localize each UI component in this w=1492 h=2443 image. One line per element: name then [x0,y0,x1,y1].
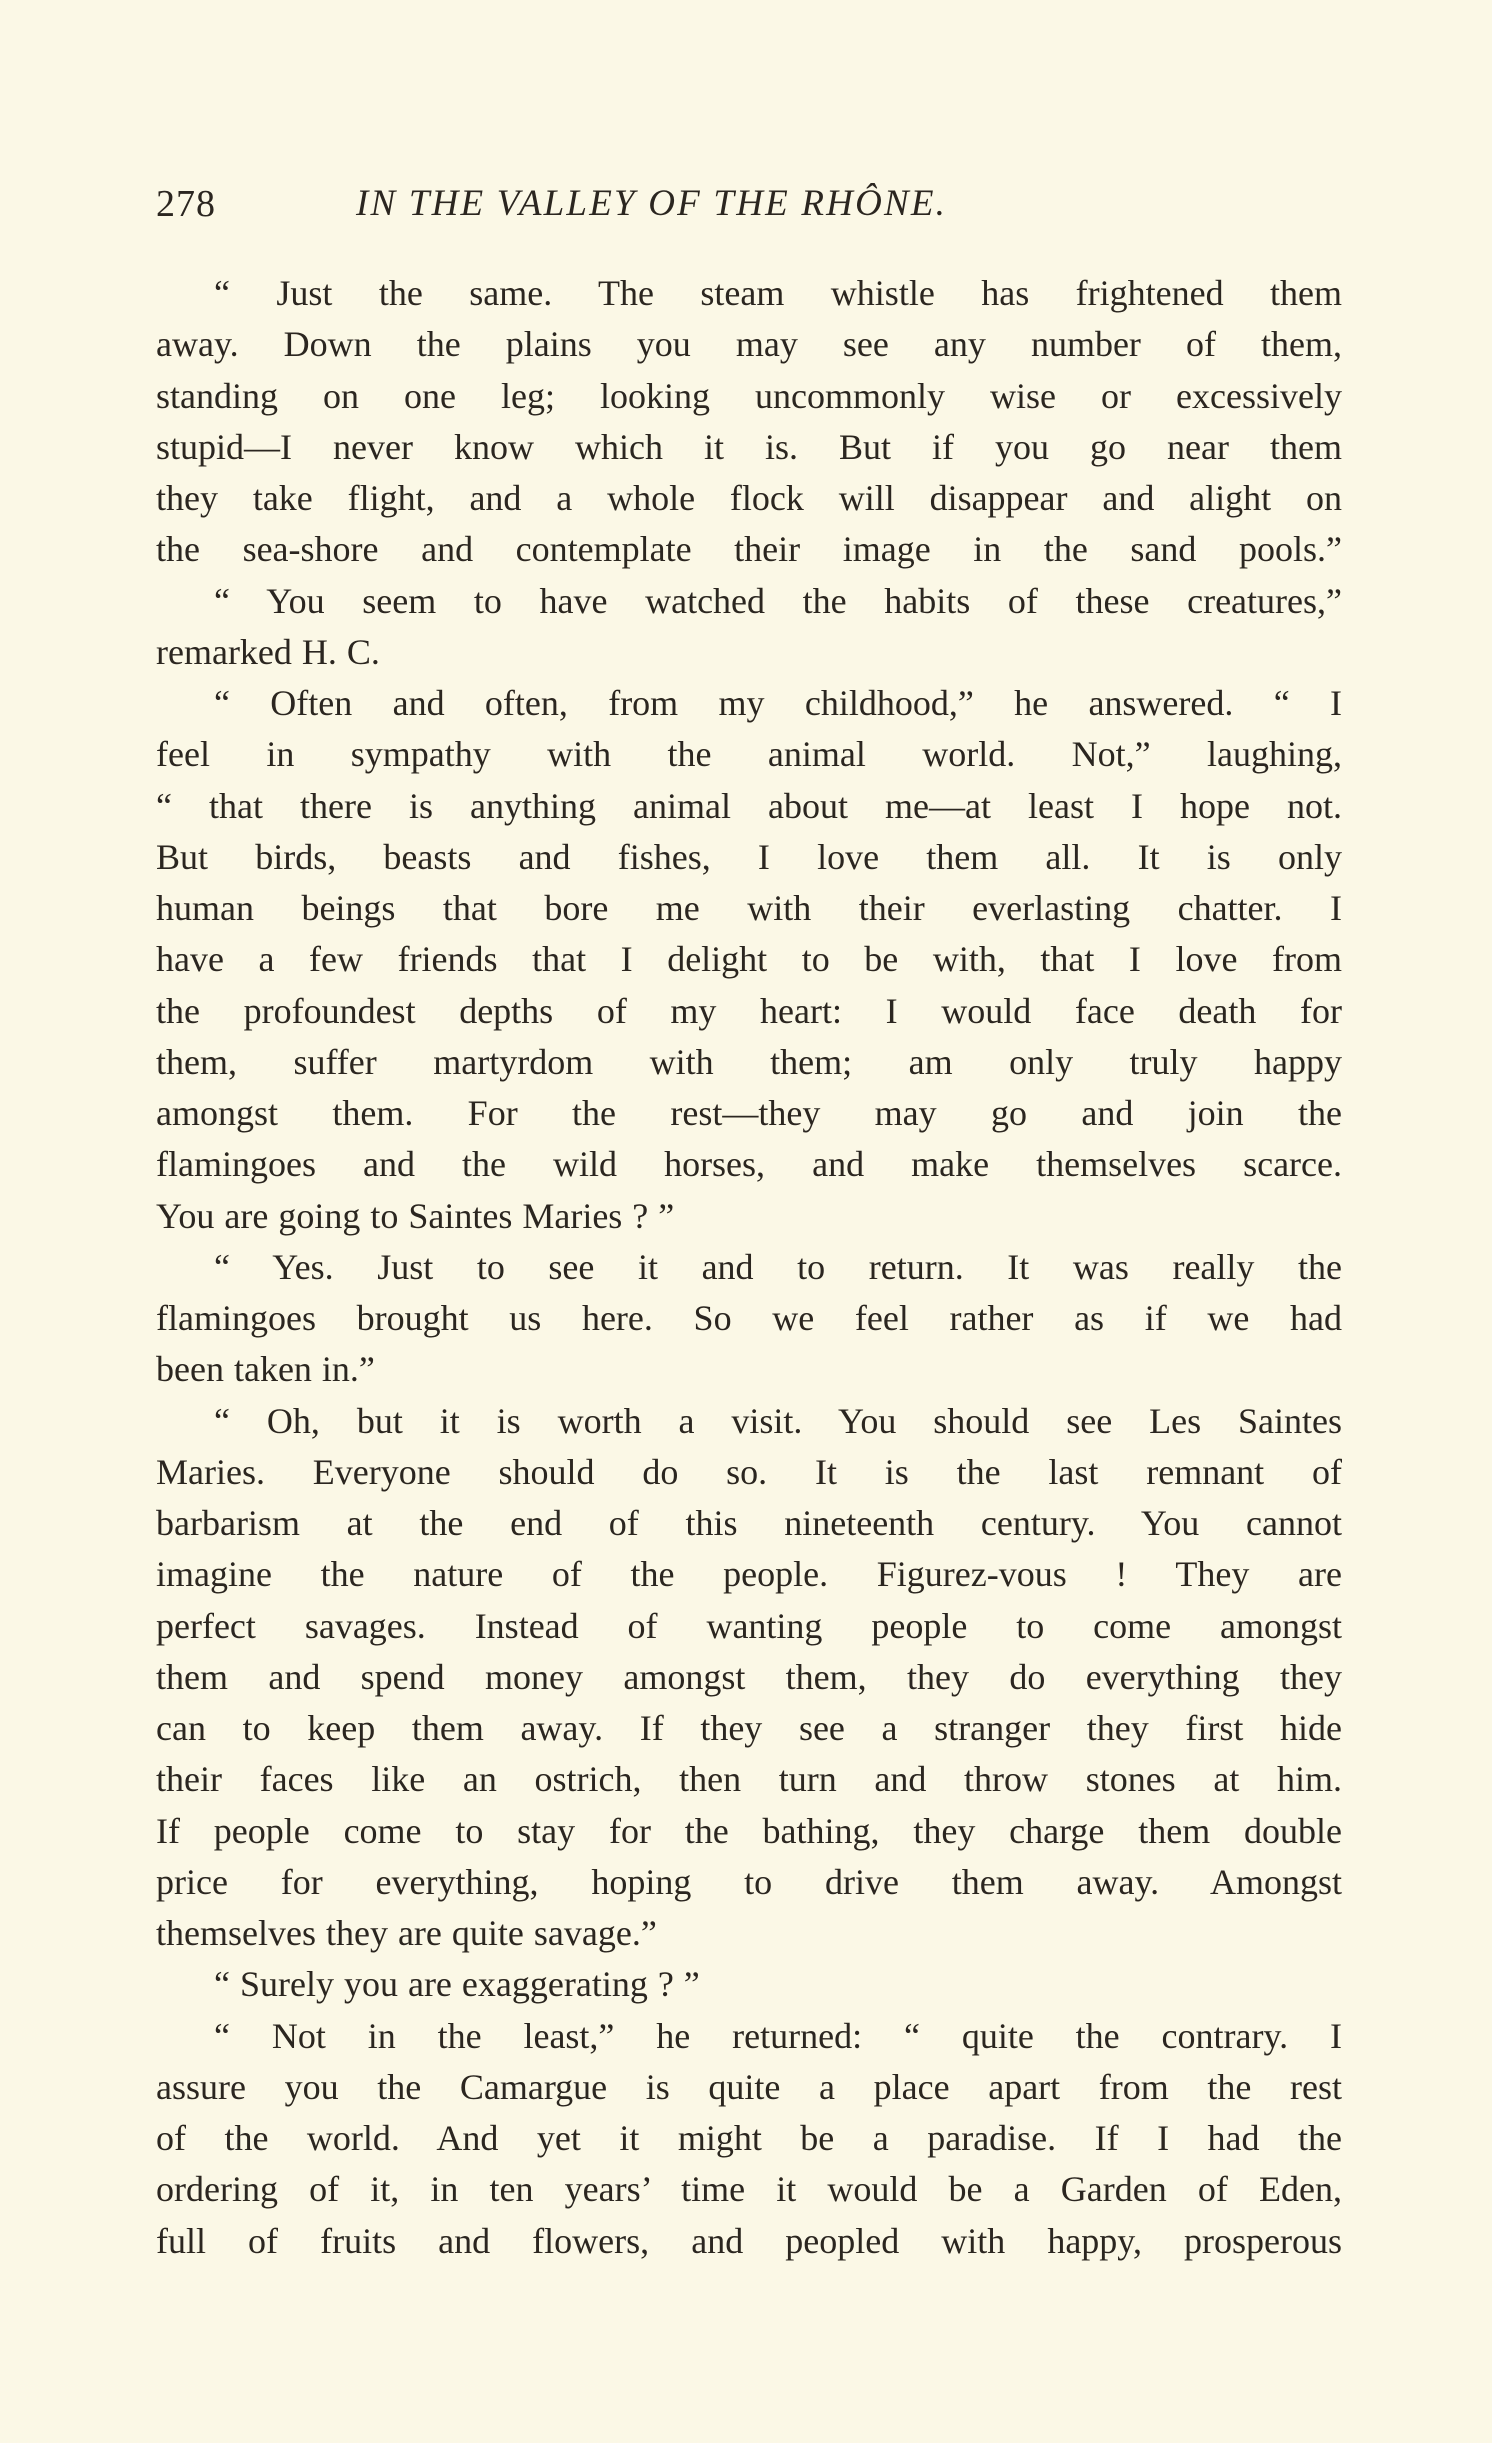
text-line: amongst them. For the rest—they may go and join the [156,1093,1342,1133]
text-line: they take flight, and a whole flock will disappear and alight on [156,478,1342,518]
text-line: remarked H. C. [156,631,380,672]
text-line: “ You seem to have watched the habits of these creatures,” [214,580,1342,621]
text-line: You are going to Saintes Maries ? ” [156,1195,675,1236]
text-line: the profoundest depths of my heart: I would face death for [156,990,1342,1031]
text-line: have a few friends that I delight to be with, that I love from [156,939,1342,980]
body-text [156,268,1342,2267]
text-line: themselves they are quite savage.” [156,1913,657,1953]
text-line: stupid—I never know which it is. But if you go near them [156,426,1342,467]
text-line: them, suffer martyrdom with them; am only truly happy [156,1041,1342,1082]
text-line: ordering of it, in ten years’ time it would be a Garden of Eden, [156,2169,1342,2210]
text-line: flamingoes brought us here. So we feel rather as if we had [156,1298,1342,1338]
text-line: the sea-shore and contemplate their image in the sand pools.” [156,529,1342,570]
text-line: “ Yes. Just to see it and to return. It was really the [214,1246,1342,1287]
text-line: their faces like an ostrich, then turn and throw stones at him. [156,1759,1342,1800]
text-line: “ Not in the least,” he returned: “ quite the contrary. I [214,2015,1342,2056]
text-line: “ Just the same. The steam whistle has frightened them [214,273,1342,313]
text-line: “ Often and often, from my childhood,” he answered. “ I [214,683,1342,723]
text-line: away. Down the plains you may see any number of them, [156,324,1342,365]
text-line: them and spend money amongst them, they do everything they [156,1656,1342,1697]
text-line: of the world. And yet it might be a paradise. If I had the [156,2118,1342,2158]
text-line: been taken in.” [156,1349,375,1390]
page-number: 278 [156,183,216,225]
text-line: “ Oh, but it is worth a visit. You should see Les Saintes [214,1400,1342,1441]
text-line: price for everything, hoping to drive them away. Amongst [156,1861,1342,1902]
text-line: barbarism at the end of this nineteenth century. You cannot [156,1503,1342,1543]
text-line: standing on one leg; looking uncommonly wise or excessively [156,375,1342,416]
text-line: full of fruits and flowers, and peopled with happy, prosperous [156,2220,1342,2261]
text-line: human beings that bore me with their everlasting chatter. I [156,888,1342,928]
text-line: “ Surely you are exaggerating ? ” [214,1964,700,2005]
text-line: “ that there is anything animal about me—at least I hope not. [156,785,1342,826]
text-line: If people come to stay for the bathing, they charge them double [156,1810,1342,1851]
page-header [156,176,1342,236]
text-line: feel in sympathy with the animal world. Not,” laughing, [156,734,1342,775]
text-line: But birds, beasts and fishes, I love them all. It is only [156,836,1342,877]
running-title: IN THE VALLEY OF THE RHÔNE. [356,183,948,224]
text-line: Maries. Everyone should do so. It is the last remnant of [156,1451,1342,1492]
text-line: flamingoes and the wild horses, and make themselves scarce. [156,1144,1342,1185]
text-line: perfect savages. Instead of wanting people to come amongst [156,1605,1342,1646]
text-line: imagine the nature of the people. Figurez-vous ! They are [156,1554,1342,1595]
text-line: assure you the Camargue is quite a place apart from the rest [156,2066,1342,2107]
text-line: can to keep them away. If they see a stranger they first hide [156,1708,1342,1748]
